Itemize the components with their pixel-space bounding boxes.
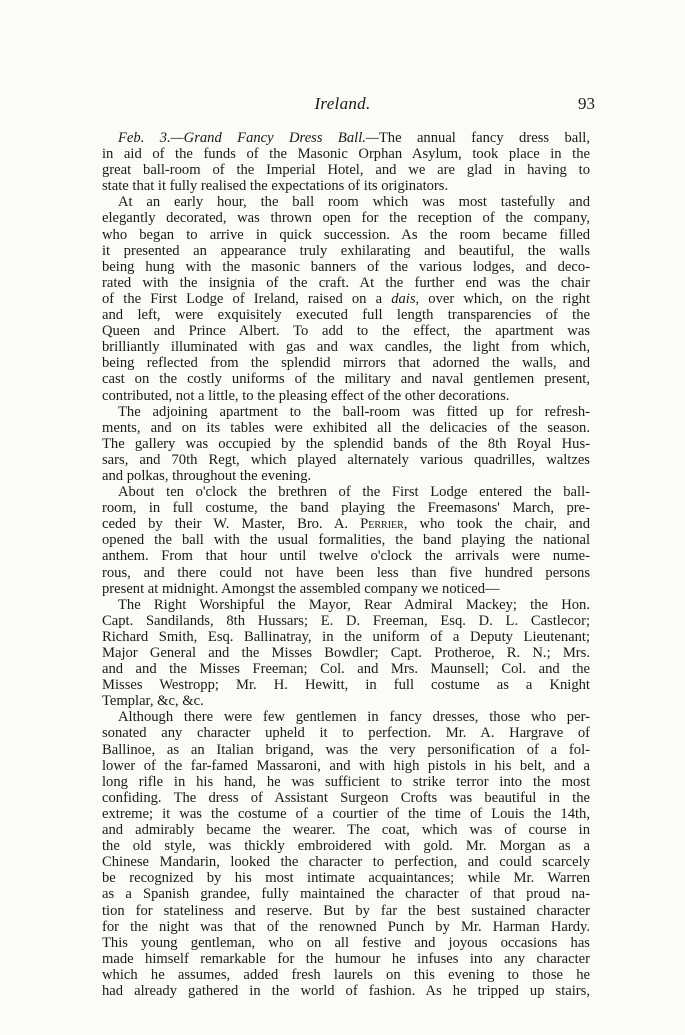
text-line: anthem. From that hour until twelve o'clock the arrivals were nume-	[102, 548, 590, 565]
text-line: had already gathered in the world of fashion. As he tripped up stairs,	[102, 982, 590, 999]
text-line: Although there were few gentlemen in fancy dresses, those who per-	[118, 709, 590, 726]
text-line: Ballinoe, as an Italian brigand, was the very personification of a fol-	[102, 741, 590, 758]
paragraph	[102, 194, 590, 403]
text-line: and left, were exquisitely executed full length transparencies of the	[102, 307, 590, 324]
text-line: sars, and 70th Regt, which played alternately various quadrilles, waltzes	[102, 451, 590, 468]
text-line: contributed, not a little, to the pleasing effect of the other decorations.	[102, 387, 510, 404]
text-line: which he assumes, added fresh laurels on this evening to those he	[102, 966, 590, 983]
text-line: rous, and there could not have been less than five hundred persons	[102, 564, 590, 581]
text-line: who began to arrive in quick succession. As the room became filled	[102, 226, 590, 243]
text-line: This young gentleman, who on all festive and joyous occasions has	[102, 934, 590, 951]
text-line: for the night was that of the renowned Punch by Mr. Harman Hardy.	[102, 918, 590, 935]
text-line: and and the Misses Freeman; Col. and Mrs. Maunsell; Col. and the	[102, 661, 590, 678]
text-line: lower of the far-famed Massaroni, and with high pistols in his belt, and a	[102, 757, 590, 774]
text-line: and admirably became the wearer. The coat, which was of course in	[102, 822, 590, 839]
paragraph	[102, 709, 590, 999]
text-line: cast on the costly uniforms of the military and naval gentlemen present,	[102, 371, 590, 388]
text-line: be recognized by his most intimate acquaintances; while Mr. Warren	[102, 870, 590, 887]
text-line: ments, and on its tables were exhibited all the delicacies of the season.	[102, 419, 590, 436]
paragraph	[102, 130, 590, 194]
text-line: brilliantly illuminated with gas and wax candles, the light from which,	[102, 339, 590, 356]
text-line: of the First Lodge of Ireland, raised on a dais, over which, on the right	[102, 290, 591, 307]
text-line: sonated any character upheld it to perfection. Mr. A. Hargrave of	[102, 725, 590, 742]
text-line: present at midnight. Amongst the assembled company we noticed—	[102, 580, 500, 597]
text-line: Queen and Prince Albert. To add to the effect, the apartment was	[102, 323, 590, 340]
text-line: The Right Worshipful the Mayor, Rear Admiral Mackey; the Hon.	[118, 596, 590, 613]
text-line: opened the ball with the usual formalities, the band playing the national	[102, 532, 590, 549]
text-line: At an early hour, the ball room which was most tastefully and	[118, 194, 590, 211]
text-line: confiding. The dress of Assistant Surgeon Crofts was beautiful in the	[102, 789, 590, 806]
text-line: and polkas, throughout the evening.	[102, 467, 312, 484]
section-heading: Grand Fancy Dress Ball.—	[183, 130, 379, 146]
text-line: rated with the insignia of the craft. At the further end was the chair	[102, 274, 590, 291]
text-line: tion for stateliness and reserve. But by far the best sustained character	[102, 902, 590, 919]
text-line: room, in full costume, the band playing the Freemasons' March, pre-	[102, 500, 590, 517]
body-text	[102, 130, 590, 999]
text-line: the old style, was thickly embroidered with gold. Mr. Morgan as a	[102, 838, 590, 855]
text-line: in aid of the funds of the Masonic Orphan Asylum, took place in the	[102, 146, 590, 163]
text-line: long rifle in his hand, he was sufficient to strike terror into the most	[102, 773, 590, 790]
text-line: it presented an appearance truly exhilarating and beautiful, the walls	[102, 242, 590, 259]
person-name: Perrier	[360, 516, 404, 533]
page-number: 93	[578, 94, 595, 113]
paragraph	[102, 484, 590, 597]
text-line: Richard Smith, Esq. Ballinatray, in the uniform of a Deputy Lieutenant;	[102, 628, 590, 645]
text-line: great ball-room of the Imperial Hotel, and we are glad in having to	[102, 162, 590, 179]
text-line: extreme; it was the costume of a courtier of the time of Louis the 14th,	[102, 805, 590, 822]
text-line: ceded by their W. Master, Bro. A. Perrier, who took the chair, and	[102, 516, 590, 533]
text-line: Capt. Sandilands, 8th Hussars; E. D. Freeman, Esq. D. L. Castlecor;	[102, 612, 590, 629]
running-head	[0, 94, 685, 116]
text-line: Misses Westropp; Mr. H. Hewitt, in full costume as a Knight	[102, 677, 590, 694]
text-line: Feb. 3.—Grand Fancy Dress Ball.—The annual fancy dress ball,	[118, 130, 590, 146]
text-line: Templar, &c, &c.	[102, 693, 204, 710]
text-line: elegantly decorated, was thrown open for the reception of the company,	[102, 210, 590, 227]
text-line: The gallery was occupied by the splendid bands of the 8th Royal Hus-	[102, 435, 590, 452]
date-label: Feb. 3.—	[118, 130, 184, 146]
text-line: state that it fully realised the expectations of its originators.	[102, 178, 449, 195]
text-line: being reflected from the splendid mirrors that adorned the walls, and	[102, 355, 590, 372]
paragraph	[102, 597, 590, 710]
running-title: Ireland.	[314, 94, 371, 113]
paragraph	[102, 404, 590, 484]
text-line: Chinese Mandarin, looked the character to perfection, and could scarcely	[102, 854, 590, 871]
text-line: About ten o'clock the brethren of the First Lodge entered the ball-	[118, 484, 590, 501]
text-line: The adjoining apartment to the ball-room was fitted up for refresh-	[118, 403, 590, 420]
text-line: made himself remarkable for the humour he infuses into any character	[102, 950, 590, 967]
text-line: being hung with the masonic banners of the various lodges, and deco-	[102, 258, 590, 275]
text-line: as a Spanish grandee, fully maintained the character of that proud na-	[102, 886, 590, 903]
text-line: Major General and the Misses Bowdler; Capt. Protheroe, R. N.; Mrs.	[102, 645, 590, 661]
